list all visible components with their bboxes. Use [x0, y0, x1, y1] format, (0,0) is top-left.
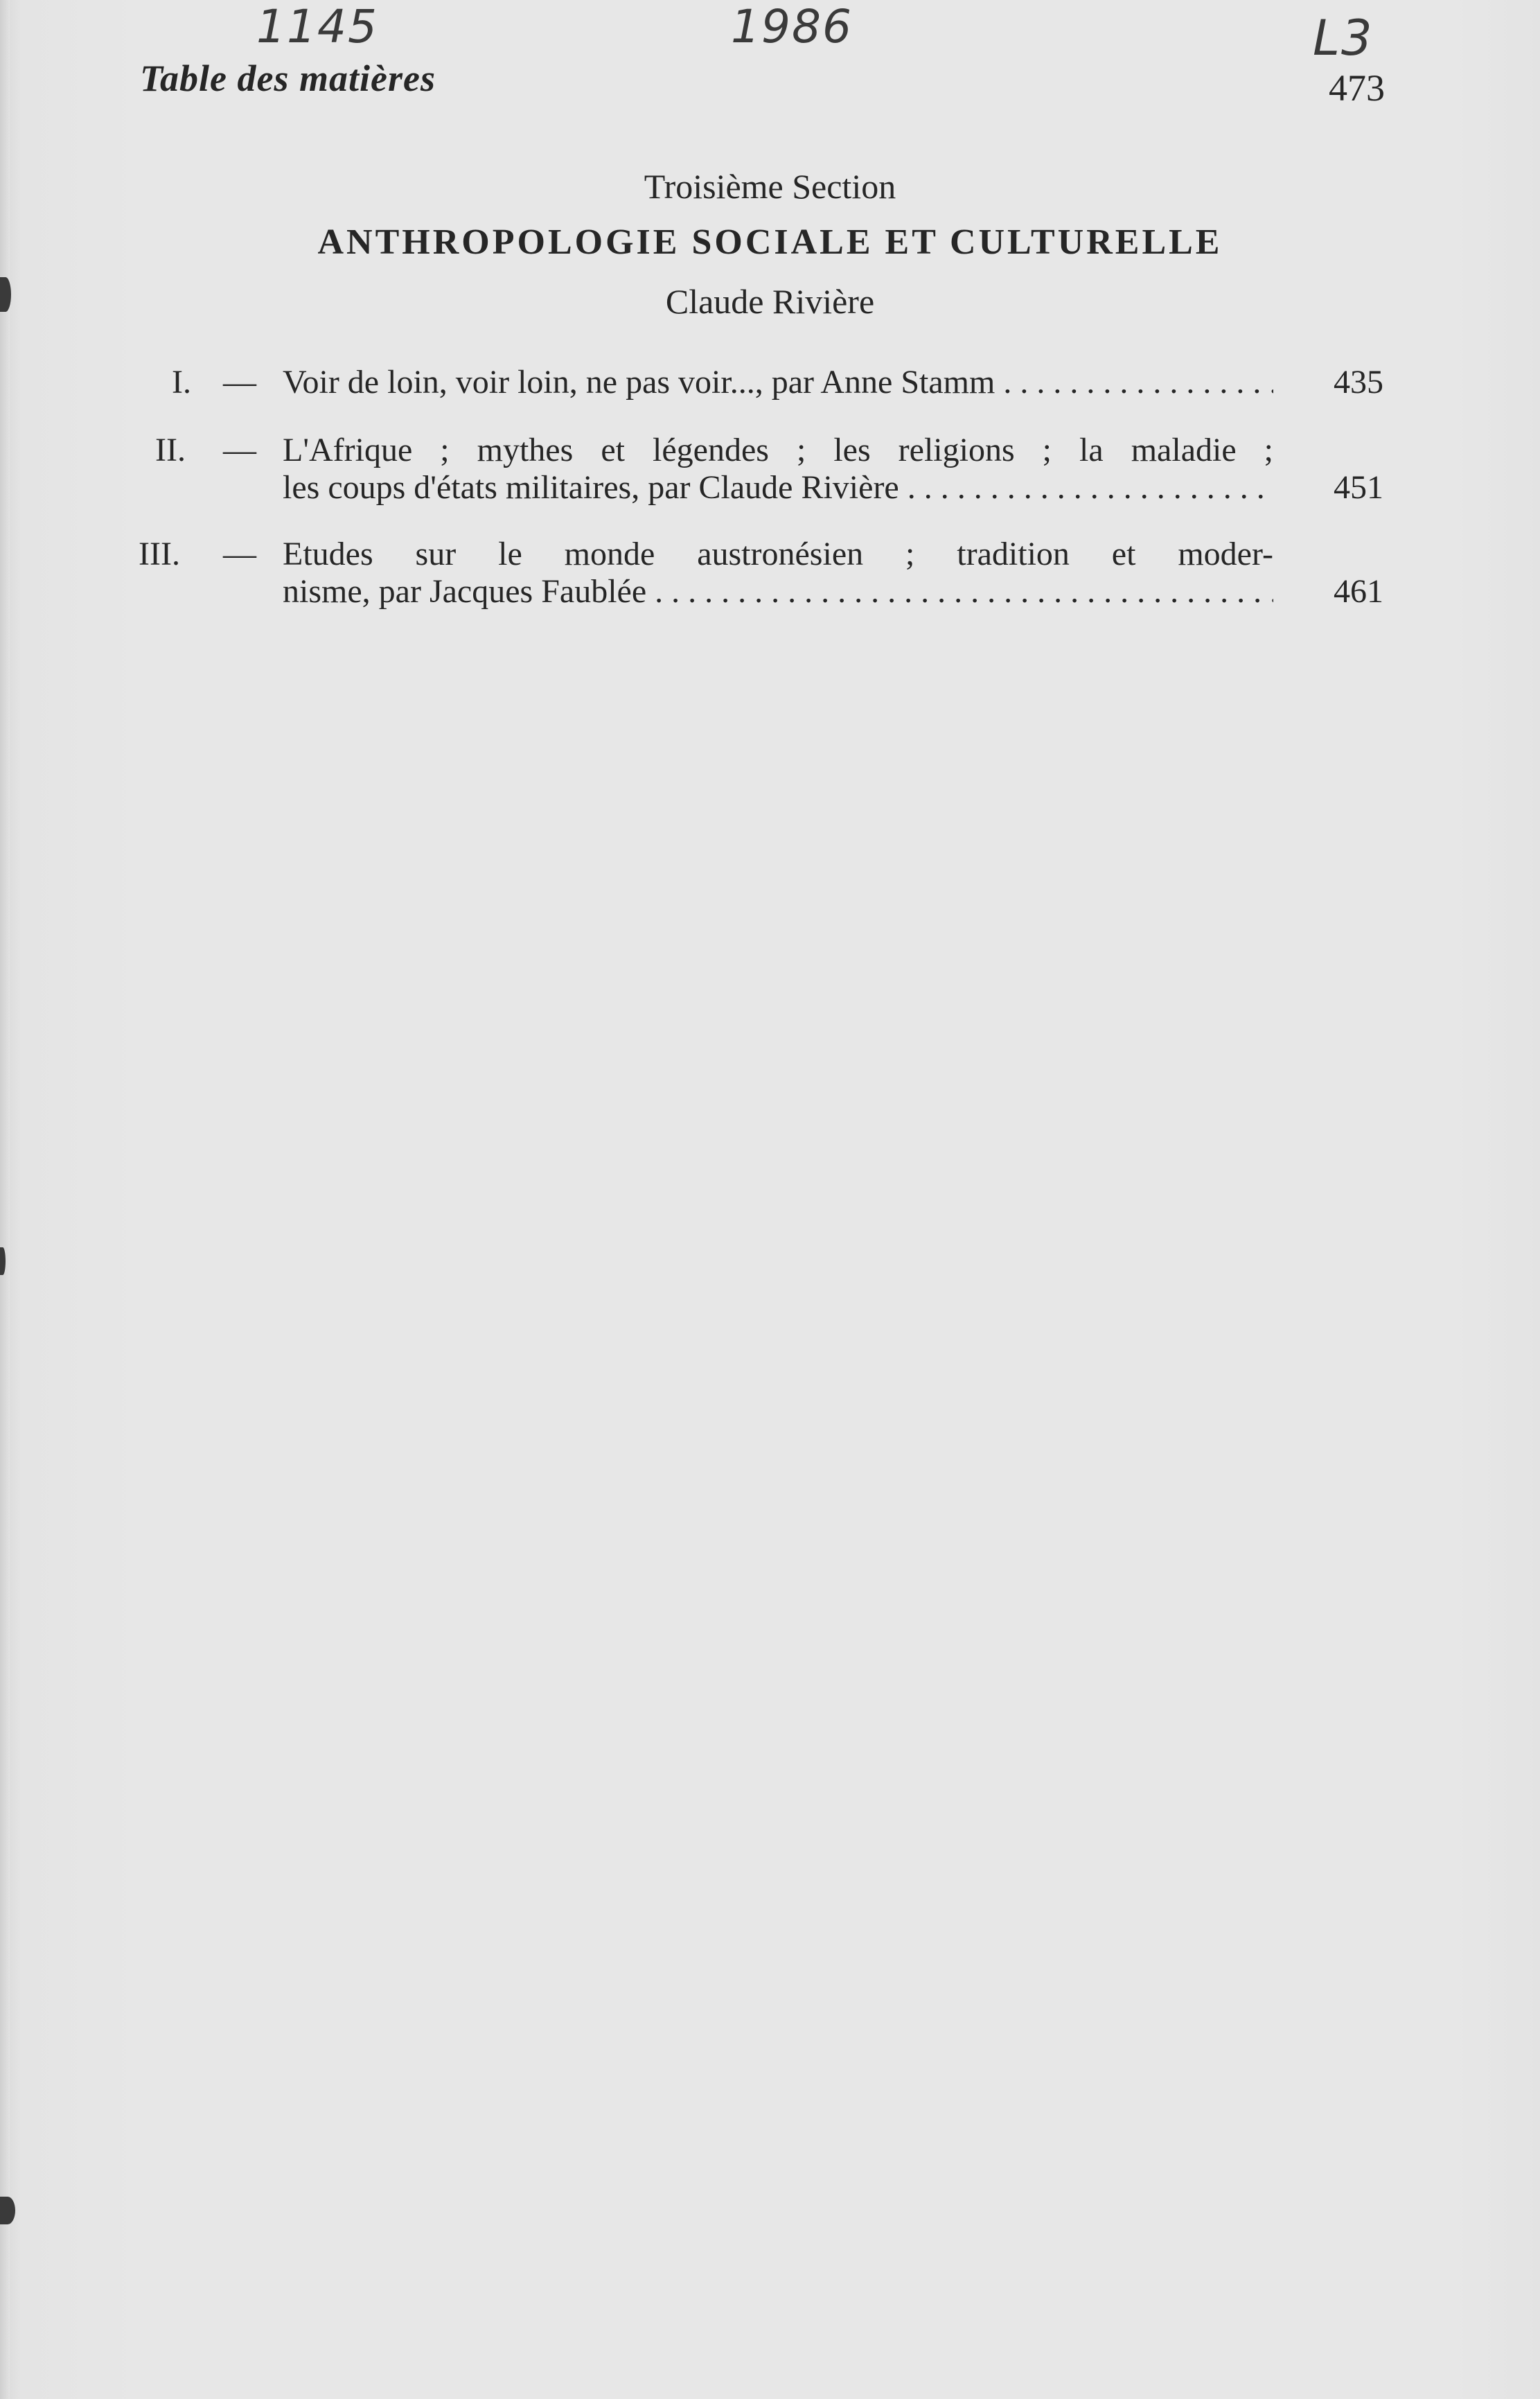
toc-title-line: Etudes sur le monde austronésien ; tradition et moder-	[283, 536, 1273, 572]
toc-dash: —	[223, 364, 256, 401]
toc-page-number: 451	[1334, 469, 1383, 506]
toc-title-line: Voir de loin, voir loin, ne pas voir..., par Anne Stamm . . .	[283, 363, 1273, 401]
toc-dash: —	[223, 432, 256, 468]
section-title: ANTHROPOLOGIE SOCIALE ET CULTURELLE	[317, 222, 1223, 262]
section-author: Claude Rivière	[665, 282, 875, 321]
toc-numeral: I.	[172, 364, 191, 401]
binding-edge	[0, 0, 10, 2399]
toc-title-line: L'Afrique ; mythes et légendes ; les religions ; la maladie ;	[283, 432, 1273, 468]
toc-title-line: les coups d'états militaires, par Claude Rivière . . .	[283, 468, 1273, 507]
edge-mark-middle	[0, 1247, 6, 1275]
toc-title-line: nisme, par Jacques Faublée . . .	[283, 572, 1273, 610]
handwritten-mark-1: 1145	[256, 0, 378, 53]
running-head: Table des matières	[140, 58, 436, 99]
toc-numeral: II.	[155, 432, 186, 468]
handwritten-mark-3: L3	[1313, 10, 1374, 67]
edge-mark-bottom	[0, 2197, 15, 2224]
section-label: Troisième Section	[644, 167, 896, 206]
toc-dash: —	[223, 536, 256, 572]
toc-page-number: 435	[1334, 364, 1383, 401]
toc-page-number: 461	[1334, 573, 1383, 610]
page-number: 473	[1329, 67, 1385, 109]
handwritten-mark-2: 1986	[731, 0, 853, 53]
toc-numeral: III.	[139, 536, 180, 572]
